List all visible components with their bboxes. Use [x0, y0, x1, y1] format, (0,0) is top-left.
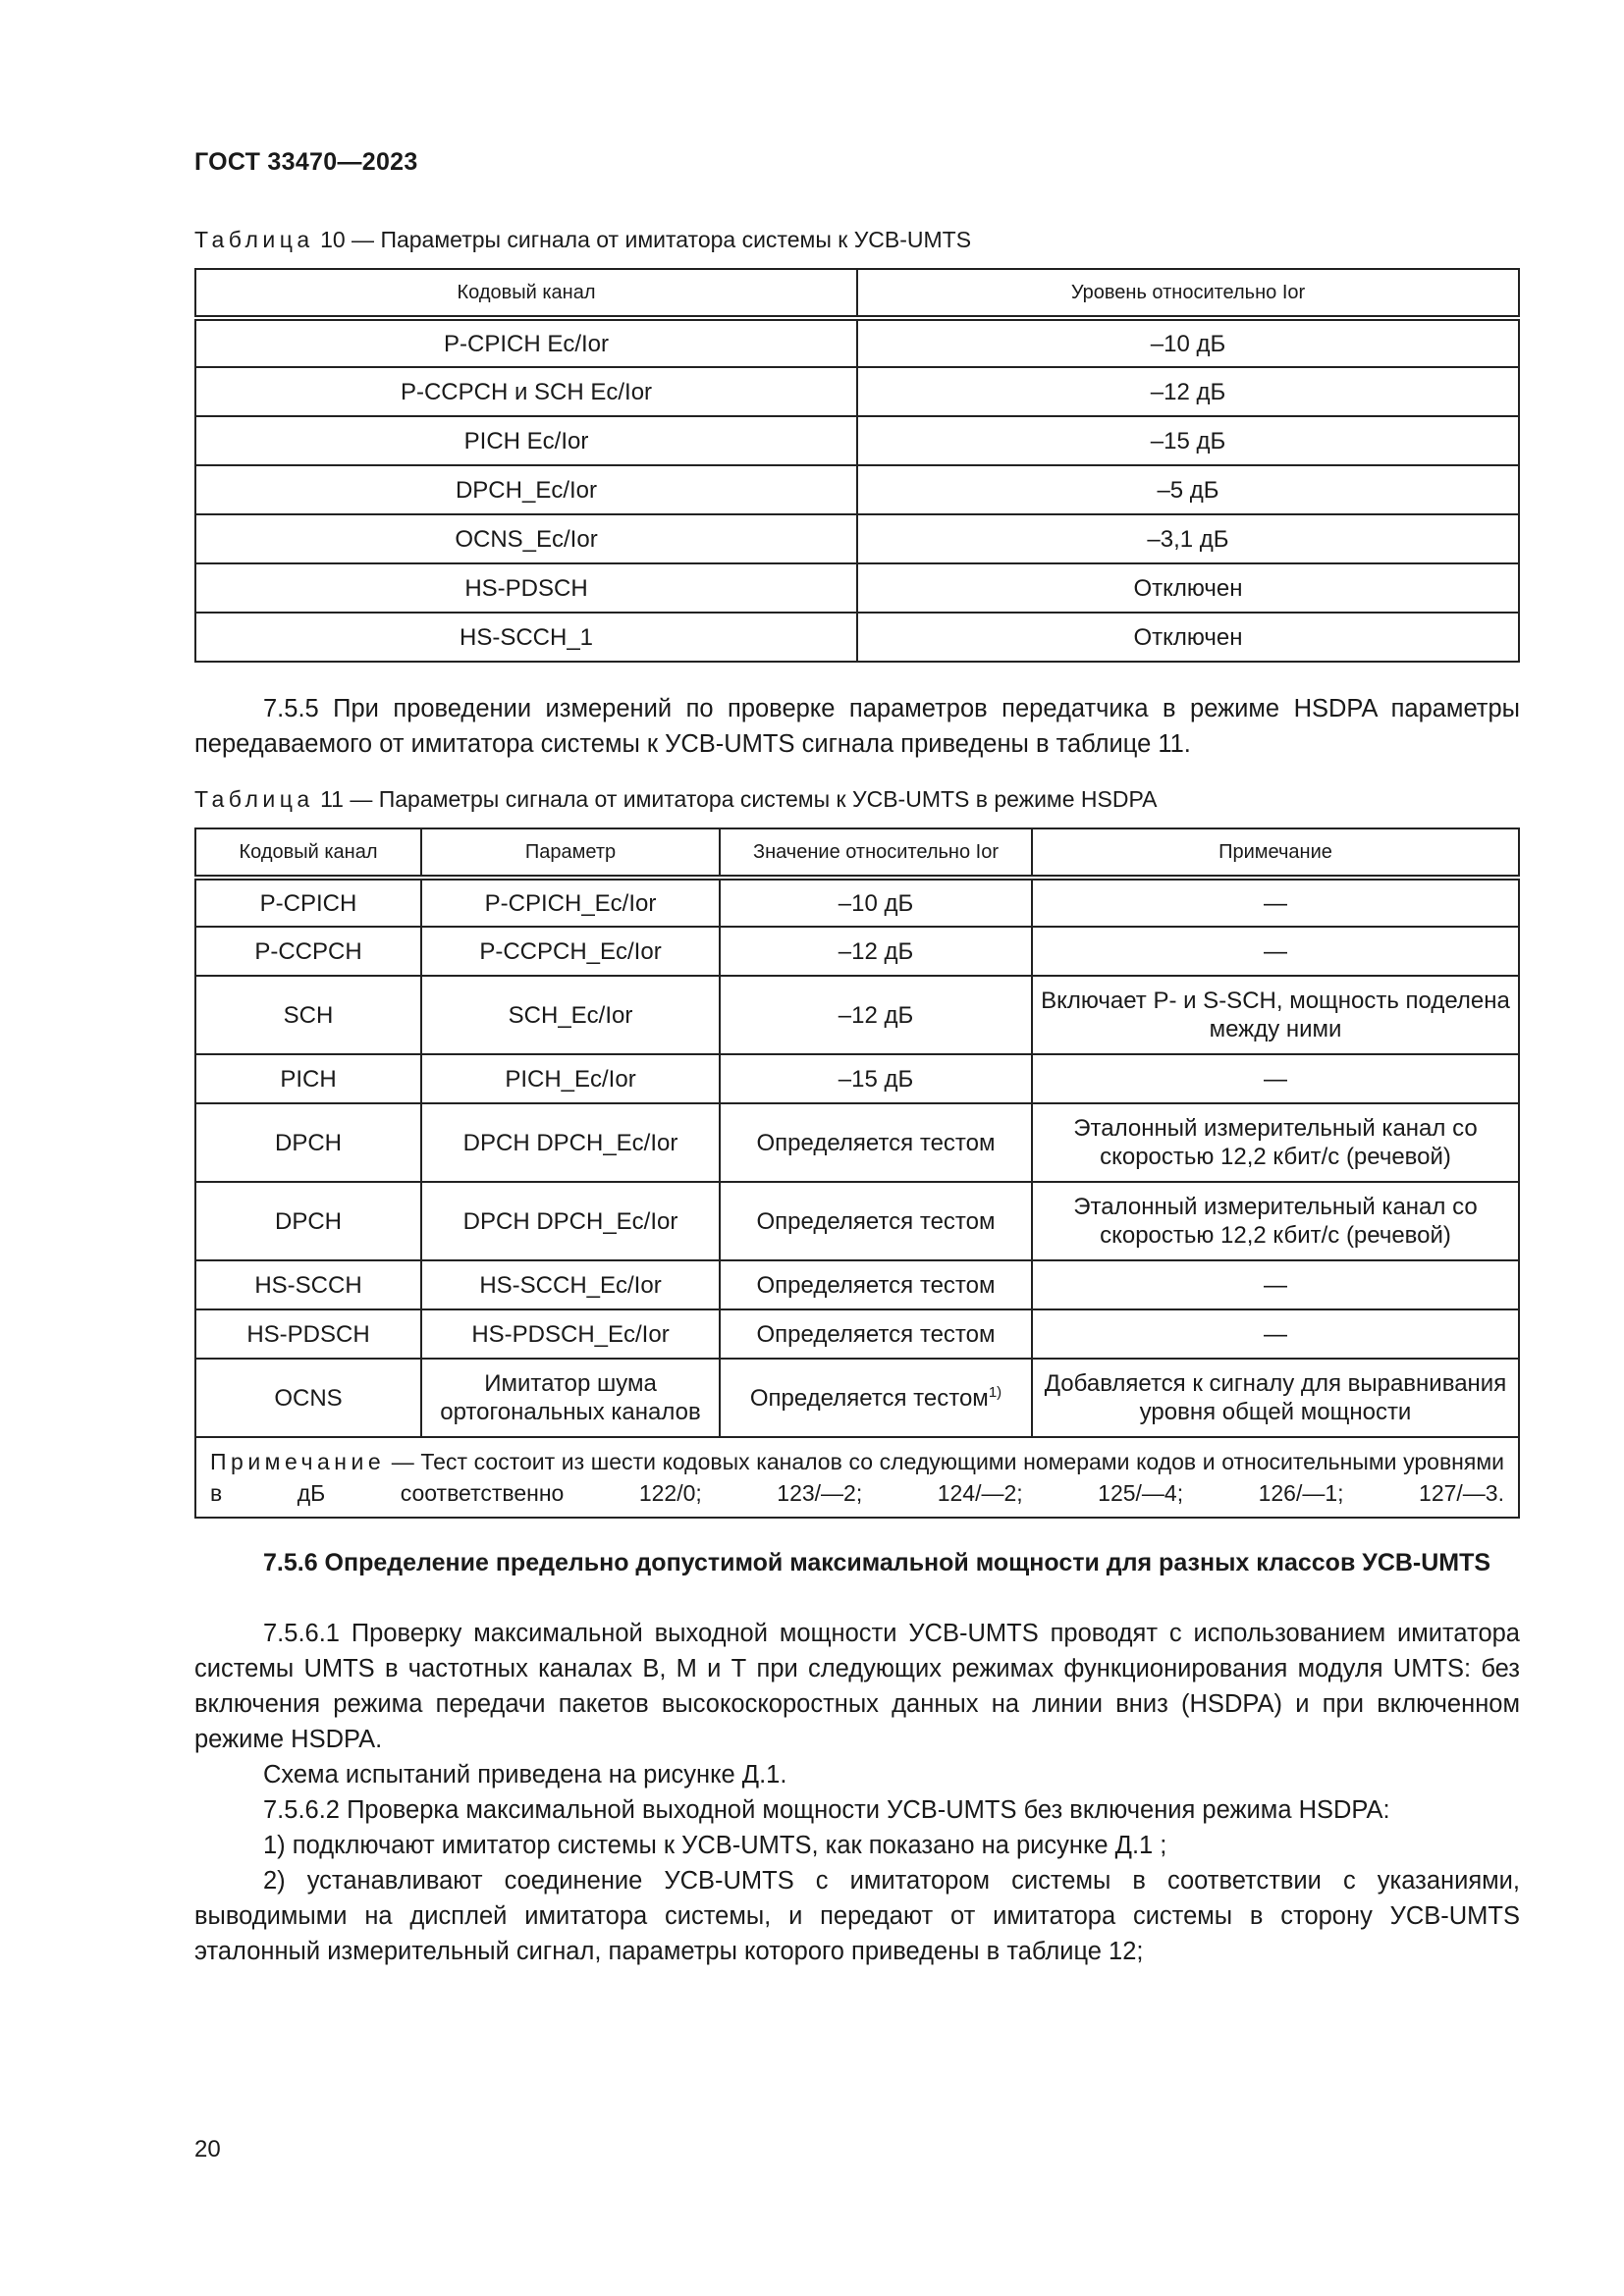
table-11	[194, 828, 1520, 1519]
table-row	[195, 927, 1519, 976]
document-id: ГОСТ 33470—2023	[194, 148, 418, 176]
table11-header-cell: Значение относительно Ior	[720, 828, 1032, 878]
table-row	[195, 613, 1519, 662]
table-cell: Определяется тестом	[720, 1260, 1032, 1309]
table-cell: Эталонный измерительный канал со скоростью 12,2 кбит/с (речевой)	[1032, 1103, 1519, 1182]
table-cell: –15 дБ	[857, 416, 1519, 465]
table-cell: P-CPICH	[195, 878, 421, 927]
table-cell: P-CCPCH	[195, 927, 421, 976]
table10-header-cell: Кодовый канал	[195, 269, 857, 318]
table-cell: –10 дБ	[857, 318, 1519, 367]
table-row	[195, 1182, 1519, 1260]
section-heading-7-5-6: 7.5.6 Определение предельно допустимой максимальной мощности для разных классов УСВ-UMTS	[263, 1549, 1491, 1576]
table-cell: PICH Ec/Ior	[195, 416, 857, 465]
table-cell: OCNS	[195, 1359, 421, 1437]
table11-header-cell: Параметр	[421, 828, 720, 878]
table10-header-row	[195, 269, 1519, 318]
table-cell: DPCH DPCH_Ec/Ior	[421, 1182, 720, 1260]
table-cell: Эталонный измерительный канал со скоростью 12,2 кбит/с (речевой)	[1032, 1182, 1519, 1260]
table-row	[195, 318, 1519, 367]
paragraph-7-5-6-2: 7.5.6.2 Проверка максимальной выходной мощности УСВ-UMTS без включения режима HSDPA:	[263, 1796, 1390, 1824]
table-cell: HS-PDSCH	[195, 1309, 421, 1359]
note-label: Примечание	[210, 1449, 386, 1474]
table-note-row	[195, 1437, 1519, 1518]
table11-caption-label: Таблица	[194, 786, 314, 812]
table-cell: —	[1032, 1260, 1519, 1309]
table-row	[195, 976, 1519, 1054]
table-row	[195, 514, 1519, 563]
table-row	[195, 1359, 1519, 1437]
table-cell: Определяется тестом	[720, 1182, 1032, 1260]
table-note	[195, 1437, 1519, 1518]
table-cell: SCH_Ec/Ior	[421, 976, 720, 1054]
table-row	[195, 367, 1519, 416]
table-row	[195, 1260, 1519, 1309]
list-item-1: 1) подключают имитатор системы к УСВ-UMTS, как показано на рисунке Д.1 ;	[263, 1832, 1167, 1859]
table-cell: –3,1 дБ	[857, 514, 1519, 563]
table-cell	[720, 1359, 1032, 1437]
table-cell-text: Определяется тестом	[749, 1384, 989, 1412]
table11-header-cell: Примечание	[1032, 828, 1519, 878]
table10-caption-label: Таблица	[194, 227, 314, 252]
table10-caption	[194, 226, 971, 253]
table-row	[195, 1054, 1519, 1103]
table-cell: Определяется тестом	[720, 1309, 1032, 1359]
table-cell: —	[1032, 927, 1519, 976]
table10-caption-text: 10 — Параметры сигнала от имитатора системы к УСВ-UMTS	[320, 227, 972, 252]
table11-header-row	[195, 828, 1519, 878]
table-cell: DPCH	[195, 1182, 421, 1260]
table-row	[195, 416, 1519, 465]
table-cell: DPCH DPCH_Ec/Ior	[421, 1103, 720, 1182]
note-text: — Тест состоит из шести кодовых каналов со следующими номерами кодов и относительными уровнями в дБ соответственно 122/0; 123/—2; 124/—2; 125/—4; 126/—1; 127/—3.	[210, 1449, 1504, 1506]
table-cell: HS-SCCH_Ec/Ior	[421, 1260, 720, 1309]
paragraph-7-5-6-1: 7.5.6.1 Проверку максимальной выходной мощности УСВ-UMTS проводят с использованием имитатора системы UMTS в частотных каналах В, М и Т при следующих режимах функционирования модуля UMTS: без включения режима передачи пакетов высокоскоростных данных на линии вниз (HSDPA) и при включенном режиме HSDPA.	[194, 1620, 1520, 1753]
table-cell: Имитатор шума ортогональных каналов	[421, 1359, 720, 1437]
table-row	[195, 563, 1519, 613]
table-cell: SCH	[195, 976, 421, 1054]
table-cell: HS-PDSCH_Ec/Ior	[421, 1309, 720, 1359]
table-cell: —	[1032, 1309, 1519, 1359]
table-cell: HS-SCCH_1	[195, 613, 857, 662]
list-item-2: 2) устанавливают соединение УСВ-UMTS с имитатором системы в соответствии с указаниями, выводимыми на дисплей имитатора системы, и передают от имитатора системы в сторону УСВ-UMTS эталонный измерительный сигнал, параметры которого приведены в таблице 12;	[194, 1867, 1520, 1965]
table-cell: –12 дБ	[857, 367, 1519, 416]
table-cell: P-CCPCH_Ec/Ior	[421, 927, 720, 976]
table-row	[195, 1309, 1519, 1359]
paragraph-7-5-5: 7.5.5 При проведении измерений по проверке параметров передатчика в режиме HSDPA параметры передаваемого от имитатора системы к УСВ-UMTS сигнала приведены в таблице 11.	[194, 695, 1520, 758]
table-cell: Отключен	[857, 613, 1519, 662]
table-cell: –5 дБ	[857, 465, 1519, 514]
table-cell: PICH	[195, 1054, 421, 1103]
table-cell: –12 дБ	[720, 927, 1032, 976]
table-cell: —	[1032, 878, 1519, 927]
table11-caption	[194, 785, 1157, 813]
table11-header-cell: Кодовый канал	[195, 828, 421, 878]
page-number: 20	[194, 2136, 221, 2163]
table-cell: P-CCPCH и SCH Ec/Ior	[195, 367, 857, 416]
table-cell: OCNS_Ec/Ior	[195, 514, 857, 563]
table-cell: DPCH	[195, 1103, 421, 1182]
table-cell: Отключен	[857, 563, 1519, 613]
footnote-mark: 1)	[988, 1383, 1002, 1401]
table-cell: –15 дБ	[720, 1054, 1032, 1103]
table-cell: P-CPICH_Ec/Ior	[421, 878, 720, 927]
table-row	[195, 1103, 1519, 1182]
table-cell: HS-PDSCH	[195, 563, 857, 613]
table-10	[194, 268, 1520, 663]
table-cell: –12 дБ	[720, 976, 1032, 1054]
table-cell: –10 дБ	[720, 878, 1032, 927]
table-row	[195, 465, 1519, 514]
table-cell: Определяется тестом	[720, 1103, 1032, 1182]
table11-caption-text: 11 — Параметры сигнала от имитатора системы к УСВ-UMTS в режиме HSDPA	[320, 786, 1158, 812]
table-cell: HS-SCCH	[195, 1260, 421, 1309]
paragraph-scheme-reference: Схема испытаний приведена на рисунке Д.1.	[263, 1761, 787, 1789]
table-cell: Включает Р- и S-SCH, мощность поделена между ними	[1032, 976, 1519, 1054]
table-cell: P-CPICH Ec/Ior	[195, 318, 857, 367]
table-cell: DPCH_Ec/Ior	[195, 465, 857, 514]
table-cell: Добавляется к сигналу для выравнивания уровня общей мощности	[1032, 1359, 1519, 1437]
table-row	[195, 878, 1519, 927]
table-cell: —	[1032, 1054, 1519, 1103]
table10-header-cell: Уровень относительно Ior	[857, 269, 1519, 318]
table-cell: PICH_Ec/Ior	[421, 1054, 720, 1103]
